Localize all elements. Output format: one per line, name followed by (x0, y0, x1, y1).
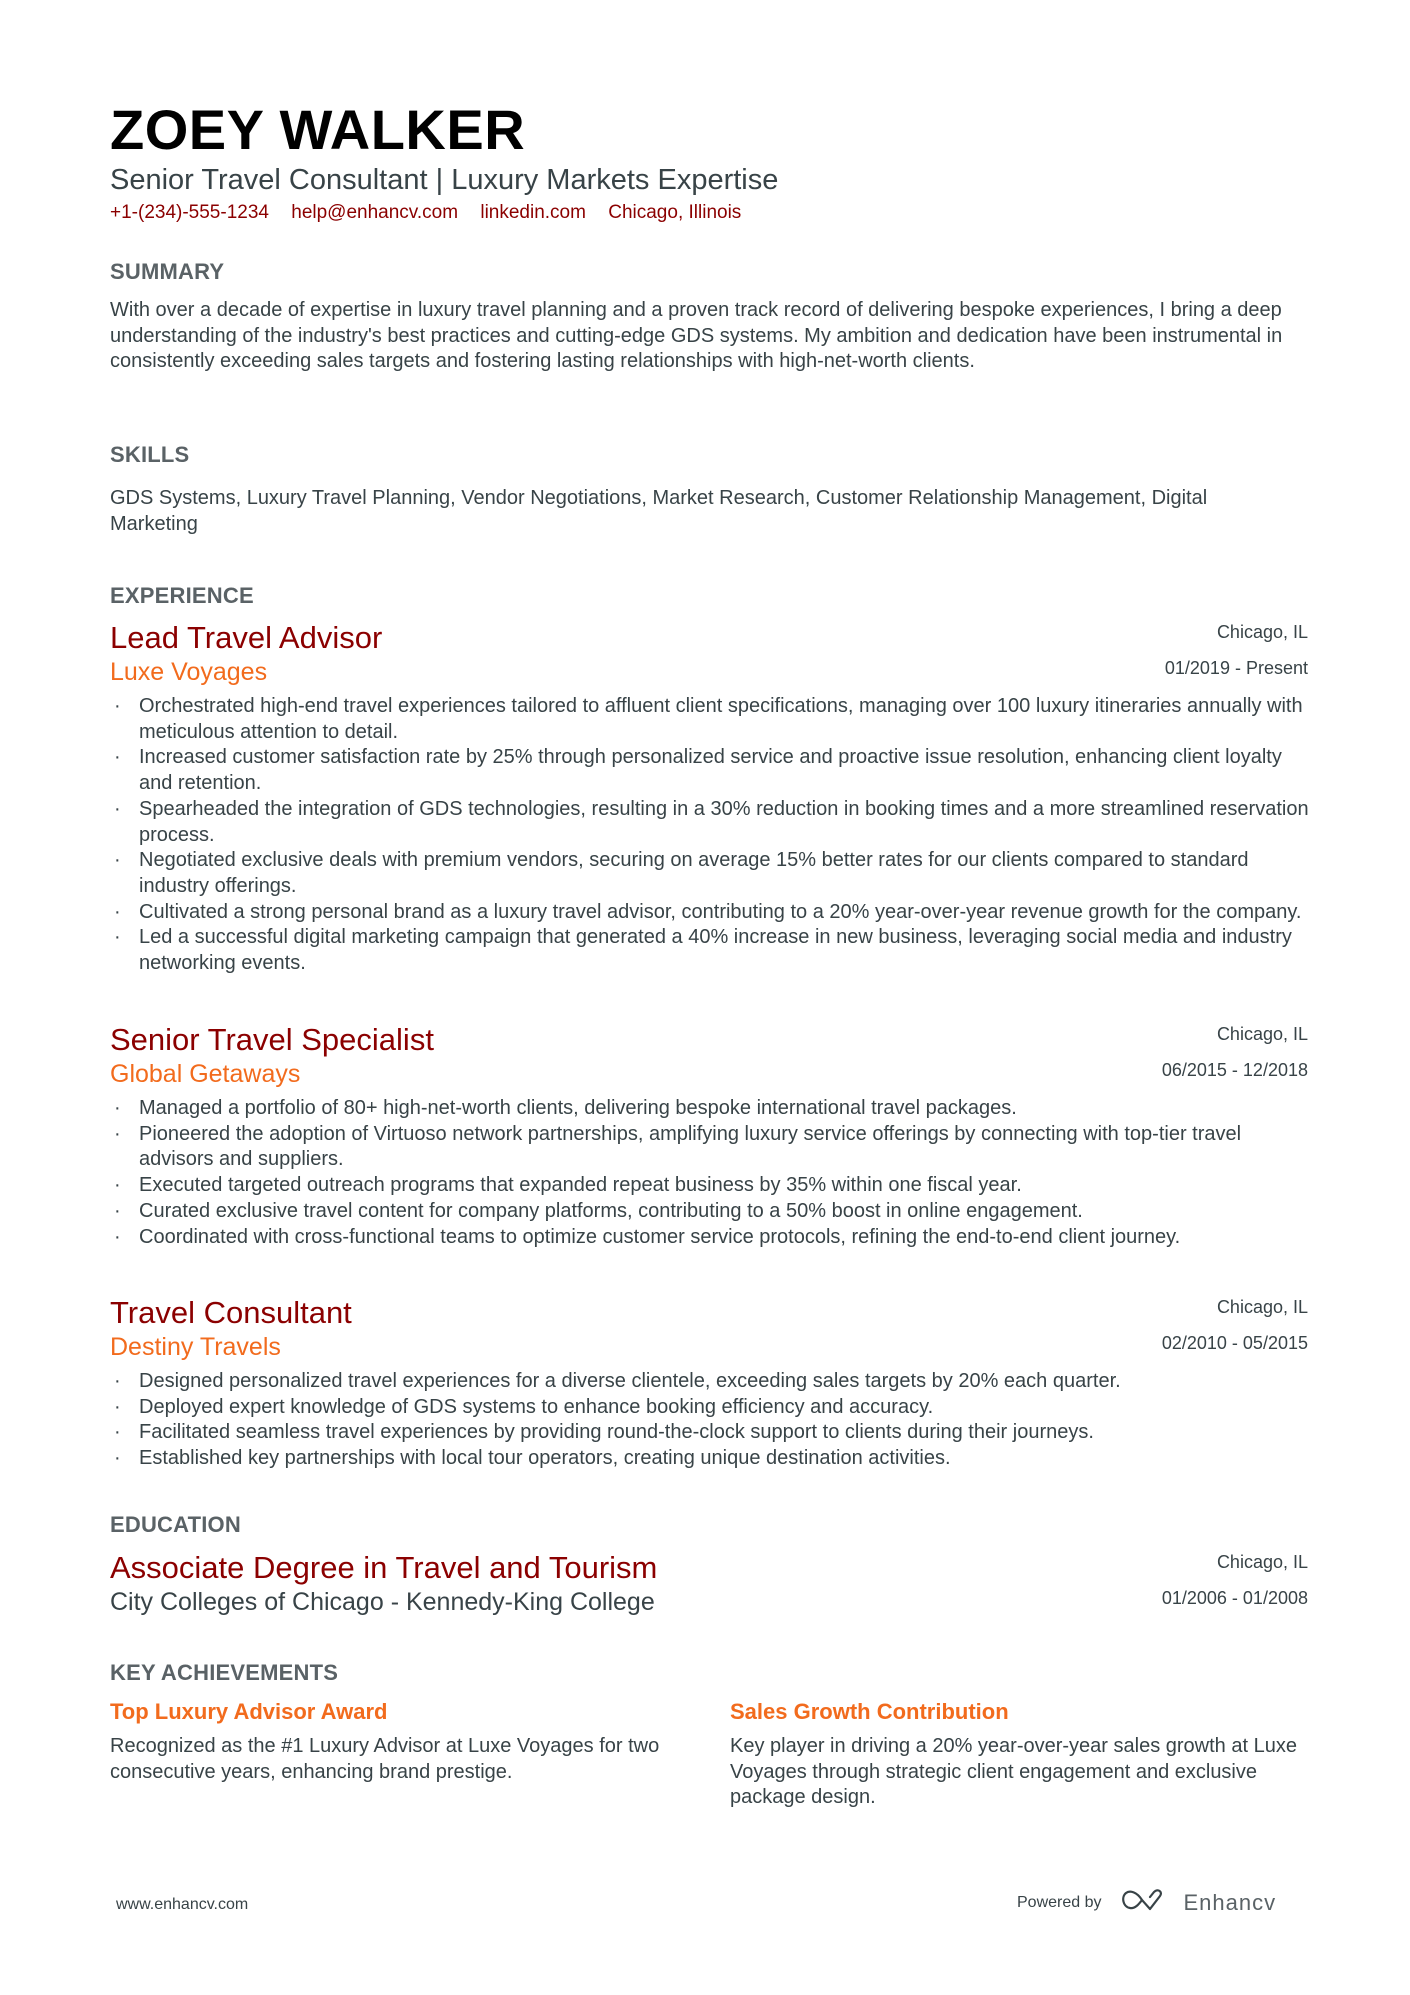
powered-by-label: Powered by (1017, 1893, 1102, 1911)
degree-title: Associate Degree in Travel and Tourism (110, 1550, 658, 1585)
achievement-text: Recognized as the #1 Luxury Advisor at Luxe Voyages for two consecutive years, enhancing brand prestige. (110, 1735, 660, 1783)
bullet-item: · Facilitated seamless travel experiences by providing round-the-clock support to clients during their journeys. (110, 1420, 1319, 1446)
bullet-item: · Pioneered the adoption of Virtuoso network partnerships, amplifying luxury service offerings by connecting with top-tier travel advisors and suppliers. (110, 1122, 1319, 1173)
bullet-item: · Increased customer satisfaction rate by 25% through personalized service and proactive issue resolution, enhancing client loyalty and retention. (110, 745, 1319, 796)
achievement-item (730, 1698, 1310, 1811)
job-title: Lead Travel Advisor (110, 620, 383, 655)
footer-powered-by (1017, 1887, 1276, 1918)
job-location: Chicago, IL (1216, 622, 1308, 642)
bullet-item: · Coordinated with cross-functional teams to optimize customer service protocols, refining the end-to-end client journey. (110, 1225, 1319, 1251)
skills-text: GDS Systems, Luxury Travel Planning, Vendor Negotiations, Market Research, Customer Relationship Management, Digital Marketing (110, 487, 1208, 535)
bullet-item: · Curated exclusive travel content for company platforms, contributing to a 50% boost in online engagement. (110, 1199, 1319, 1225)
job-title: Travel Consultant (110, 1295, 352, 1330)
bullet-item: · Executed targeted outreach programs that expanded repeat business by 35% within one fiscal year. (110, 1173, 1319, 1199)
bullet-item: · Deployed expert knowledge of GDS systems to enhance booking efficiency and accuracy. (110, 1395, 1319, 1421)
job-bullets (110, 694, 1308, 977)
achievement-text: Key player in driving a 20% year-over-year sales growth at Luxe Voyages through strategic client engagement and exclusive package design. (730, 1735, 1297, 1809)
job-bullets (110, 1096, 1308, 1250)
section-title-key-achievements: KEY ACHIEVEMENTS (110, 1660, 339, 1685)
achievement-item (110, 1698, 690, 1785)
candidate-name: ZOEY WALKER (110, 98, 526, 161)
section-title-experience: EXPERIENCE (110, 583, 254, 608)
enhancv-brand-text: Enhancv (1183, 1889, 1277, 1915)
section-title-education: EDUCATION (110, 1512, 241, 1537)
location-text: Chicago, Illinois (608, 202, 742, 223)
experience-item (110, 1295, 1308, 1472)
education-location: Chicago, IL (1216, 1552, 1308, 1572)
enhancv-logo-icon (1120, 1887, 1166, 1918)
bullet-item: · Designed personalized travel experiences for a diverse clientele, exceeding sales targets by 20% each quarter. (110, 1369, 1319, 1395)
summary-text: With over a decade of expertise in luxury travel planning and a proven track record of delivering bespoke experiences, I bring a deep understanding of the industry's best practices and cutting-edge GDS systems. My ambition and dedication have been instrumental in consistently exceeding sales targets and fostering lasting relationships with high-net-worth clients. (110, 299, 1283, 373)
bullet-item: · Orchestrated high-end travel experiences tailored to affluent client specifications, managing over 100 luxury itineraries annually with meticulous attention to detail. (110, 694, 1319, 745)
experience-item (110, 620, 1308, 977)
school-name: City Colleges of Chicago - Kennedy-King College (110, 1588, 655, 1616)
section-title-summary: SUMMARY (110, 259, 225, 284)
company-name: Luxe Voyages (110, 658, 268, 686)
achievement-title: Top Luxury Advisor Award (110, 1699, 388, 1724)
job-title: Senior Travel Specialist (110, 1022, 434, 1057)
education-item (110, 1550, 1308, 1618)
contact-line (110, 201, 758, 225)
job-bullets (110, 1369, 1308, 1472)
bullet-item: · Led a successful digital marketing campaign that generated a 40% increase in new business, leveraging social media and industry networking events. (110, 925, 1319, 976)
footer-website-link[interactable]: www.enhancv.com (116, 1896, 249, 1913)
job-location: Chicago, IL (1216, 1297, 1308, 1317)
job-dates: 01/2019 - Present (1164, 658, 1308, 678)
bullet-item: · Spearheaded the integration of GDS technologies, resulting in a 30% reduction in booking times and a more streamlined reservation process. (110, 797, 1319, 848)
phone-link[interactable]: +1-(234)-555-1234 (110, 202, 269, 223)
job-dates: 06/2015 - 12/2018 (1161, 1060, 1308, 1080)
section-title-skills: SKILLS (110, 442, 190, 467)
job-location: Chicago, IL (1216, 1024, 1308, 1044)
linkedin-link[interactable]: linkedin.com (480, 202, 586, 223)
job-dates: 02/2010 - 05/2015 (1161, 1333, 1308, 1353)
achievement-title: Sales Growth Contribution (730, 1699, 1009, 1724)
education-dates: 01/2006 - 01/2008 (1161, 1588, 1308, 1608)
bullet-item: · Negotiated exclusive deals with premium vendors, securing on average 15% better rates for our clients compared to standard industry offerings. (110, 848, 1319, 899)
bullet-item: · Established key partnerships with local tour operators, creating unique destination activities. (110, 1446, 1319, 1472)
experience-item (110, 1022, 1308, 1250)
headline: Senior Travel Consultant | Luxury Markets Expertise (110, 164, 779, 196)
company-name: Destiny Travels (110, 1333, 281, 1361)
company-name: Global Getaways (110, 1060, 301, 1088)
bullet-item: · Cultivated a strong personal brand as a luxury travel advisor, contributing to a 20% year-over-year revenue growth for the company. (110, 900, 1319, 926)
email-link[interactable]: help@enhancv.com (291, 202, 459, 223)
bullet-item: · Managed a portfolio of 80+ high-net-worth clients, delivering bespoke international travel packages. (110, 1096, 1319, 1122)
